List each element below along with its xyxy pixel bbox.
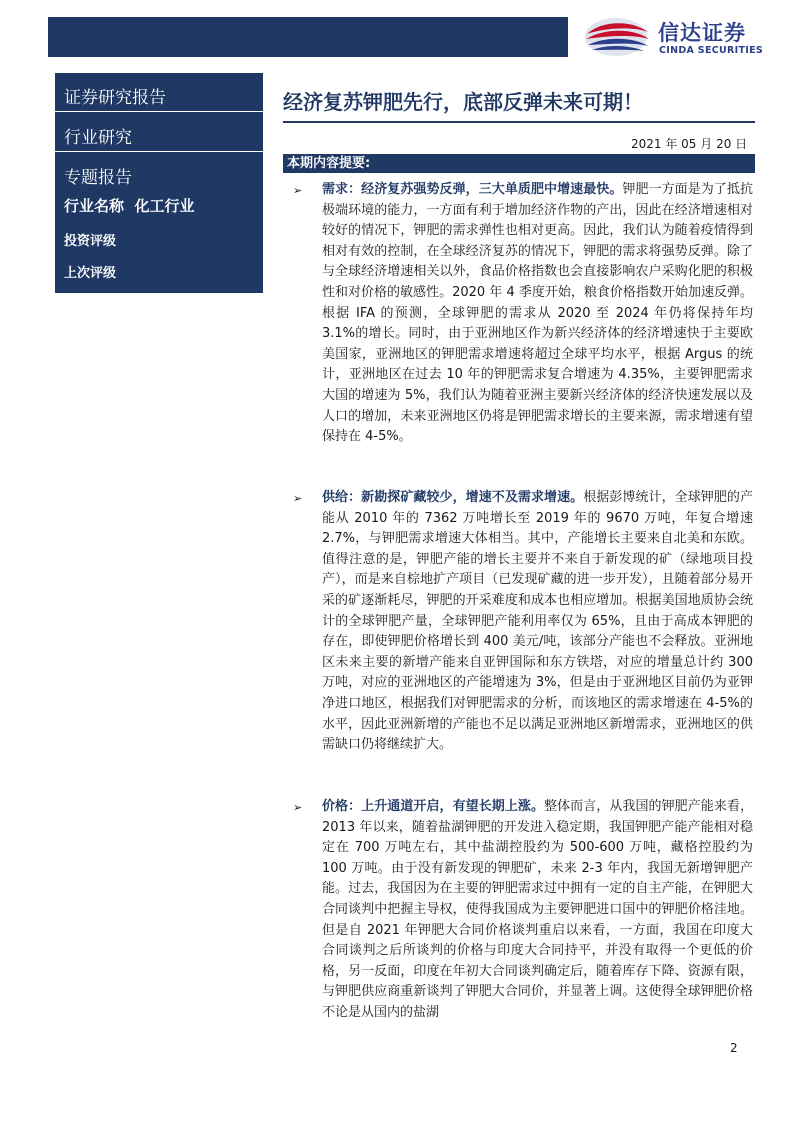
- industry-label: 行业名称: [64, 197, 125, 215]
- report-title: 经济复苏钾肥先行，底部反弹未来可期！: [283, 90, 643, 114]
- section-price: [293, 797, 753, 1024]
- summary-heading: 本期内容提要:: [283, 154, 755, 173]
- section-paragraph: [322, 797, 753, 1024]
- arrow-bullet-icon: ➢: [293, 492, 303, 505]
- page-number: 2: [730, 1041, 738, 1055]
- investment-rating-label: 投资评级: [64, 234, 117, 249]
- company-logo: [582, 14, 772, 60]
- logo-english-name: CINDA SECURITIES: [659, 45, 764, 56]
- section-lead: 供给：新勘探矿藏较少，增速不及需求增速。: [322, 490, 584, 505]
- report-category: 行业研究: [64, 128, 132, 148]
- arrow-bullet-icon: ➢: [293, 184, 303, 197]
- section-body: 根据彭博统计，全球钾肥的产能从 2010 年的 7362 万吨增长至 2019 年的 9670 万吨，年复合增速 2.7%，与钾肥需求增速大体相当。其中，产能增长主要来自北美和东欧。值得注意的是，钾肥产能的增长主要并不来自于新发现的矿（绿地项目投产），而是来自棕地扩产项目（已发现矿藏的进一步开发），且随着部分易开采的矿逐渐耗尽，钾肥的开采难度和成本也相应增加。根据美国地质协会统计的全球钾肥产量，全球钾肥产能利用率仅为 65%，且由于高成本钾肥的存在，即使钾肥价格增长到 400 美元/吨，该部分产能也不会释放。亚洲地区未来主要的新增产能来自亚钾国际和东方铁塔，对应的增量总计约 300 万吨，对应的亚洲地区的产能增速为 3%，但是由于亚洲地区目前仍为亚钾净进口地区，根据我们对钾肥需求的分析，而该地区的需求增速在 4-5%的水平，因此亚洲新增的产能也不足以满足亚洲地区新增需求，亚洲地区的供需缺口仍将继续扩大。: [322, 490, 753, 753]
- report-subtype: 专题报告: [64, 168, 132, 188]
- industry-value: 化工行业: [134, 197, 195, 215]
- header-bar: [48, 17, 568, 57]
- section-demand: [293, 180, 753, 448]
- arrow-bullet-icon: ➢: [293, 801, 303, 814]
- section-body: 钾肥一方面是为了抵抗极端环境的能力，一方面有利于增加经济作物的产出，因此在经济增速相对较好的情况下，钾肥的需求弹性也相对更高。因此，我们认为随着疫情得到相对有效的控制，在全球经济复苏的情况下，钾肥的需求将强势反弹。除了与全球经济增速相关以外，食品价格指数也会直接影响农户采购化肥的积极性和对价格的敏感性。2020 年 4 季度开始，粮食价格指数开始加速反弹。根据 IFA 的预测，全球钾肥的需求从 2020 至 2024 年仍将保持年均 3.1%的增长。同时，由于亚洲地区作为新兴经济体的经济增速快于主要欧美国家，亚洲地区的钾肥需求增速将超过全球平均水平，根据 Argus 的统计，亚洲地区在过去 10 年的钾肥需求复合增速为 4.35%，主要钾肥需求大国的增速为 5%，我们认为随着亚洲主要新兴经济体的经济快速发展以及人口的增加，未来亚洲地区仍将是钾肥需求增长的主要来源，需求增速有望保持在 4-5%。: [322, 182, 753, 445]
- industry-row: [64, 195, 194, 216]
- logo-chinese-name: 信达证券: [658, 21, 746, 45]
- section-body: 整体而言，从我国的钾肥产能来看，2013 年以来，随着盐湖钾肥的开发进入稳定期，我国钾肥产能产能相对稳定在 700 万吨左右，其中盐湖控股约为 500-600 万吨，藏格控股约为 100 万吨。由于没有新发现的钾肥矿，未来 2-3 年内，我国无新增钾肥产能。过去，我国因为在主要的钾肥需求过中拥有一定的自主产能，在钾肥大合同谈判中把握主导权，使得我国成为主要钾肥进口国中的钾肥价格洼地。但是自 2021 年钾肥大合同价格谈判重启以来看，一方面，我国在印度大合同谈判之后所谈判的价格与印度大合同持平，并没有取得一个更低的价格，另一反面，印度在年初大合同谈判确定后，随着库存下降、资源有限，与钾肥供应商重新谈判了钾肥大合同价，并显著上调。这使得全球钾肥价格不论是从国内的盐湖: [322, 799, 753, 1020]
- sidebar-divider: [55, 111, 263, 112]
- section-lead: 价格：上升通道开启，有望长期上涨。: [322, 799, 545, 814]
- report-type: 证券研究报告: [64, 88, 166, 108]
- sidebar-divider: [55, 151, 263, 152]
- section-supply: [293, 488, 753, 756]
- section-lead: 需求：经济复苏强势反弹，三大单质肥中增速最快。: [322, 182, 623, 197]
- report-date: 2021 年 05 月 20 日: [631, 137, 748, 151]
- last-rating-label: 上次评级: [64, 266, 117, 281]
- cinda-emblem-icon: [582, 14, 654, 60]
- title-underline: [283, 121, 755, 123]
- section-paragraph: [322, 180, 753, 448]
- report-info-sidebar: [55, 73, 263, 293]
- section-paragraph: [322, 488, 753, 756]
